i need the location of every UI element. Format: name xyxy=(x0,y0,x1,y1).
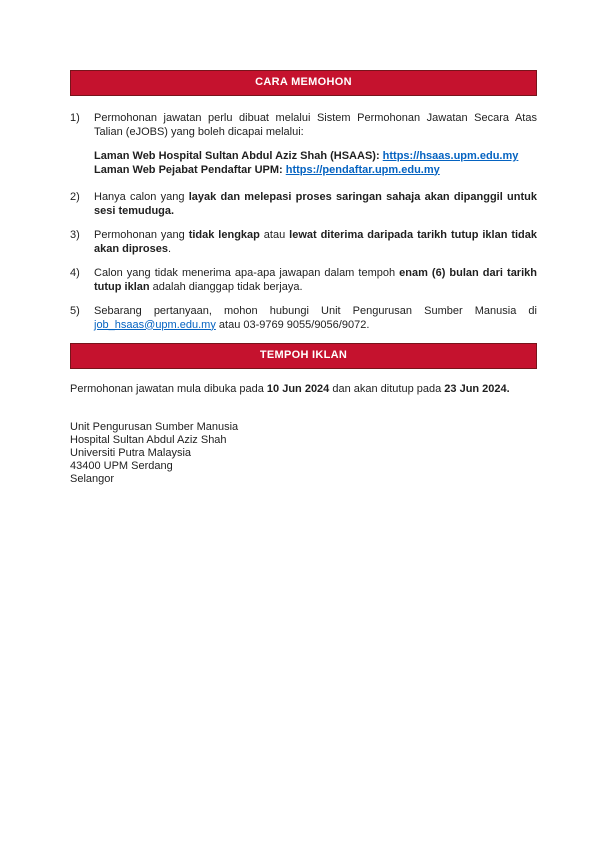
list-item-text xyxy=(94,229,537,256)
text-run: . xyxy=(167,242,172,255)
text-run: Permohonan jawatan perlu dibuat melalui Sistem Permohonan Jawatan Secara Atas Talian (eJOBS) yang boleh dicapai melalui: xyxy=(94,112,537,138)
text-run: adalah dianggap tidak berjaya. xyxy=(149,280,303,293)
instruction-list xyxy=(70,112,537,332)
list-item-number: 4) xyxy=(70,267,80,279)
text-run: dan akan ditutup pada xyxy=(329,383,445,395)
list-item-1 xyxy=(70,112,537,177)
website-links xyxy=(94,150,537,177)
text-run: Hanya calon yang xyxy=(94,191,189,203)
pendaftar-link[interactable]: https://pendaftar.upm.edu.my xyxy=(285,163,440,176)
list-item-number: 2) xyxy=(70,191,80,203)
advert-period-text xyxy=(70,383,537,397)
list-item-number: 3) xyxy=(70,229,80,241)
list-item-text xyxy=(94,305,537,332)
hsaas-link[interactable]: https://hsaas.upm.edu.my xyxy=(382,150,519,162)
text-run: lewat diterima daripada tarikh tutup iklan tidak akan diproses xyxy=(94,229,538,255)
text-run: Sebarang pertanyaan, mohon hubungi Unit Pengurusan Sumber Manusia di xyxy=(94,305,537,317)
list-item-number: 5) xyxy=(70,305,80,317)
website-link-line-hsaas xyxy=(94,150,537,164)
text-run: Permohonan yang xyxy=(94,229,189,241)
list-item-number: 1) xyxy=(70,112,80,124)
address-line: Universiti Putra Malaysia xyxy=(70,446,192,459)
section-banner-label: TEMPOH IKLAN xyxy=(259,349,348,362)
text-run: Laman Web Pejabat Pendaftar UPM: xyxy=(94,163,286,176)
section-banner-tempoh-iklan xyxy=(70,343,537,369)
text-run: layak dan melepasi proses saringan sahaja akan dipanggil untuk sesi temuduga. xyxy=(94,191,537,217)
text-run: Permohonan jawatan mula dibuka pada xyxy=(70,383,267,395)
text-run: 10 Jun 2024 xyxy=(266,383,330,395)
list-item-5 xyxy=(70,305,537,332)
list-item-3 xyxy=(70,229,537,256)
text-run: 23 Jun 2024. xyxy=(444,383,510,395)
list-item-text xyxy=(94,191,537,218)
text-run: atau 03-9769 9055/9056/9072. xyxy=(215,318,370,331)
address-line: Hospital Sultan Abdul Aziz Shah xyxy=(70,433,227,446)
text-run: atau xyxy=(259,229,290,241)
address-line: Selangor xyxy=(70,472,115,485)
text-run: tidak lengkap xyxy=(188,229,260,241)
list-item-text xyxy=(94,267,537,294)
list-item-4 xyxy=(70,267,537,294)
sender-address xyxy=(70,421,537,486)
email-link[interactable]: job_hsaas@upm.edu.my xyxy=(94,318,216,331)
section-banner-label: CARA MEMOHON xyxy=(255,76,352,89)
document-page xyxy=(70,0,537,486)
website-link-line-pendaftar xyxy=(94,164,537,178)
address-line: 43400 UPM Serdang xyxy=(70,459,173,472)
text-run: Laman Web Hospital Sultan Abdul Aziz Shah (HSAAS): xyxy=(94,150,383,162)
address-line: Unit Pengurusan Sumber Manusia xyxy=(70,420,239,433)
section-banner-cara-memohon xyxy=(70,70,537,96)
list-item-text xyxy=(94,112,537,177)
list-item-2 xyxy=(70,191,537,218)
text-run: enam (6) bulan dari tarikh tutup iklan xyxy=(94,267,537,293)
list-item-paragraph xyxy=(94,112,537,139)
text-run: Calon yang tidak menerima apa-apa jawapan dalam tempoh xyxy=(94,267,400,279)
